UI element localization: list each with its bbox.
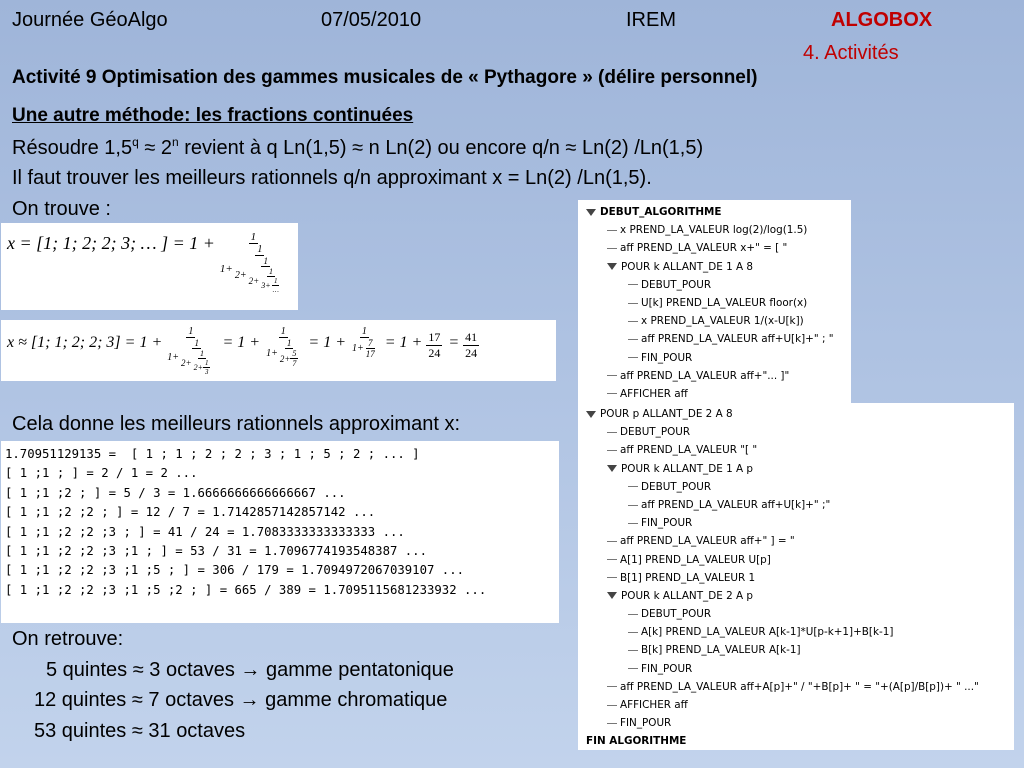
tree-branch [628,284,638,285]
tree-branch [628,486,638,487]
algorithm-line-text: FIN_POUR [641,517,693,530]
retrouve-line-2: 12 quintes ≈ 7 octaves → gamme chromatique [34,689,448,711]
algorithm-line-text: FIN_POUR [641,351,693,364]
collapse-triangle-icon[interactable] [607,465,617,472]
tree-branch [628,614,638,615]
algorithm-line[interactable] [586,330,834,348]
continued-fraction-formula: x = [1; 1; 2; 2; 3; … ] = 1 + 1 1+ 1 2+ 1 2+ 1 3+ $\frac{1}{\dots}$ [1,223,298,310]
algorithm-line[interactable] [586,696,979,714]
algorithm-line-text: DEBUT_ALGORITHME [600,206,722,218]
output-line: [ 1 ;1 ;2 ; ] = 5 / 3 = 1.6666666666666667 ... [5,485,346,500]
header-date: 07/05/2010 [321,9,422,31]
section-subtitle: Une autre méthode: les fractions continuées [12,105,414,126]
tree-branch [607,393,617,394]
tree-branch [607,248,617,249]
header-org: IREM [626,9,676,31]
tree-branch [628,303,638,304]
algorithm-line[interactable] [586,641,979,659]
algorithm-line[interactable] [586,587,979,605]
algorithm-line-text: aff PREND_LA_VALEUR aff+A[p]+" / "+B[p]+ " = "+(A[p]/B[p])+ " ..." [620,680,979,693]
collapse-triangle-icon[interactable] [586,209,596,216]
algorithm-line[interactable] [586,258,834,276]
algorithm-line-text: A[k] PREND_LA_VALEUR A[k-1]*U[p-k+1]+B[k-1] [641,626,894,639]
algorithm-line[interactable] [586,660,979,678]
tree-branch [628,339,638,340]
output-line: [ 1 ;1 ;2 ;2 ;3 ;1 ;5 ; ] = 306 / 179 = 1.7094972067039107 ... [5,563,465,578]
algorithm-line[interactable] [586,239,834,257]
tree-branch [607,723,617,724]
algorithm-line[interactable] [586,478,979,496]
convergent-formula: x ≈ [1; 1; 2; 2; 3] = 1 + 1 1+ 1 2+ 1 2+ $\frac{1}{3}$ = 1 + 1 1+ 1 2+ $\frac{5}{7}$ = 1 + 1 1+ $\frac{7}{17}$ = 1 + $\frac{17}{24}$ = $\frac{41}{24}$ [1,320,556,381]
algorithm-line-text: A[1] PREND_LA_VALEUR U[p] [620,553,771,566]
algorithm-line-text: AFFICHER aff [620,387,688,400]
algorithm-line-text: B[k] PREND_LA_VALEUR A[k-1] [641,644,801,657]
intro-line-2: Il faut trouver les meilleurs rationnels q/n approximant x = Ln(2) /Ln(1,5). [12,167,652,189]
algorithm-line-text: DEBUT_POUR [620,426,691,439]
algorithm-line-text: aff PREND_LA_VALEUR x+" = [ " [620,242,788,255]
algorithm-line[interactable] [586,405,979,423]
tree-branch [607,541,617,542]
algorithm-tree-part-1 [578,200,851,403]
algorithm-line[interactable] [586,349,834,367]
tree-branch [607,230,617,231]
header-software: ALGOBOX [831,9,933,31]
algorithm-line[interactable] [586,496,979,514]
algorithm-line-text: B[1] PREND_LA_VALEUR 1 [620,571,756,584]
intro-line-3: On trouve : [12,198,111,220]
tree-branch [607,705,617,706]
header-event: Journée GéoAlgo [12,9,168,31]
collapse-triangle-icon[interactable] [607,263,617,270]
algorithm-line[interactable] [586,532,979,550]
tree-branch [628,321,638,322]
output-line: [ 1 ;1 ;2 ;2 ; ] = 12 / 7 = 1.7142857142857142 ... [5,505,376,520]
algorithm-line-text: DEBUT_POUR [641,608,712,621]
tree-branch [607,450,617,451]
tree-branch [607,375,617,376]
algorithm-line[interactable] [586,732,979,750]
tree-branch [628,505,638,506]
algorithm-line[interactable] [586,385,834,403]
algorithm-line-text: FIN ALGORITHME [586,735,687,748]
algorithm-line[interactable] [586,312,834,330]
algorithm-tree-part-2 [578,403,1014,750]
algorithm-line[interactable] [586,441,979,459]
tree-branch [607,686,617,687]
collapse-triangle-icon[interactable] [607,592,617,599]
algorithm-line-text: POUR k ALLANT_DE 1 A p [621,462,754,475]
activity-title: Activité 9 Optimisation des gammes musicales de « Pythagore » (délire personnel) [12,67,758,88]
output-line: [ 1 ;1 ;2 ;2 ;3 ;1 ;5 ;2 ; ] = 665 / 389 = 1.7095115681233932 ... [5,582,487,597]
algorithm-line-text: AFFICHER aff [620,699,688,711]
algorithm-line[interactable] [586,367,834,385]
tree-branch [628,632,638,633]
algorithm-line[interactable] [586,460,979,478]
results-caption: Cela donne les meilleurs rationnels approximant x: [12,413,461,435]
tree-branch [628,523,638,524]
output-line: 1.70951129135 = [ 1 ; 1 ; 2 ; 2 ; 3 ; 1 ; 5 ; 2 ; ... ] [5,447,420,461]
tree-branch [607,577,617,578]
algorithm-line-text: DEBUT_POUR [641,278,712,291]
tree-branch [628,668,638,669]
intro-line-1: Résoudre $1,5^q \approx 2^n$ revient à q Ln(1,5) ≈ n Ln(2) ou encore q/n ≈ Ln(2) /Ln(1,5) [12,135,704,159]
algorithm-line-text: POUR p ALLANT_DE 2 A 8 [600,408,733,420]
algorithm-line-text: POUR k ALLANT_DE 2 A p [621,589,754,602]
algorithm-line[interactable] [586,714,979,732]
collapse-triangle-icon[interactable] [586,411,596,418]
algorithm-line[interactable] [586,294,834,312]
algorithm-line-text: aff PREND_LA_VALEUR aff+" ] = " [620,535,795,548]
algorithm-line[interactable] [586,514,979,532]
retrouve-line-1: 5 quintes ≈ 3 octaves → gamme pentatonique [46,659,454,681]
tree-branch [628,650,638,651]
algorithm-line-text: aff PREND_LA_VALEUR aff+U[k]+" ; " [641,333,834,346]
algorithm-line[interactable] [586,569,979,587]
algorithm-line-text: aff PREND_LA_VALEUR "[ " [620,444,758,457]
algorithm-line-text: x PREND_LA_VALEUR 1/(x-U[k]) [641,315,804,328]
retrouve-line-3: 53 quintes ≈ 31 octaves [34,720,246,742]
algorithm-line-text: DEBUT_POUR [641,480,712,493]
header-section: 4. Activités [803,42,899,64]
algorithm-output [1,441,559,623]
algorithm-line[interactable] [586,203,834,221]
tree-branch [628,357,638,358]
algorithm-line[interactable] [586,605,979,623]
algorithm-line[interactable] [586,221,834,239]
output-line: [ 1 ;1 ; ] = 2 / 1 = 2 ... [5,466,198,481]
retrouve-title: On retrouve: [12,628,124,650]
tree-branch [607,432,617,433]
algorithm-line-text: FIN_POUR [620,717,672,730]
algorithm-line-text: FIN_POUR [641,662,693,675]
algorithm-line-text: aff PREND_LA_VALEUR aff+"... ]" [620,369,790,382]
algorithm-line-text: aff PREND_LA_VALEUR aff+U[k]+" ;" [641,498,831,511]
algorithm-line[interactable] [586,623,979,641]
tree-branch [607,559,617,560]
algorithm-line[interactable] [586,678,979,696]
output-line: [ 1 ;1 ;2 ;2 ;3 ;1 ; ] = 53 / 31 = 1.7096774193548387 ... [5,544,427,559]
algorithm-line-text: x PREND_LA_VALEUR log(2)/log(1.5) [620,224,808,237]
algorithm-line-text: U[k] PREND_LA_VALEUR floor(x) [641,296,808,309]
algorithm-line[interactable] [586,551,979,569]
algorithm-line-text: POUR k ALLANT_DE 1 A 8 [621,260,754,273]
output-line: [ 1 ;1 ;2 ;2 ;3 ; ] = 41 / 24 = 1.7083333333333333 ... [5,524,405,539]
algorithm-line[interactable] [586,276,834,294]
algorithm-line[interactable] [586,423,979,441]
